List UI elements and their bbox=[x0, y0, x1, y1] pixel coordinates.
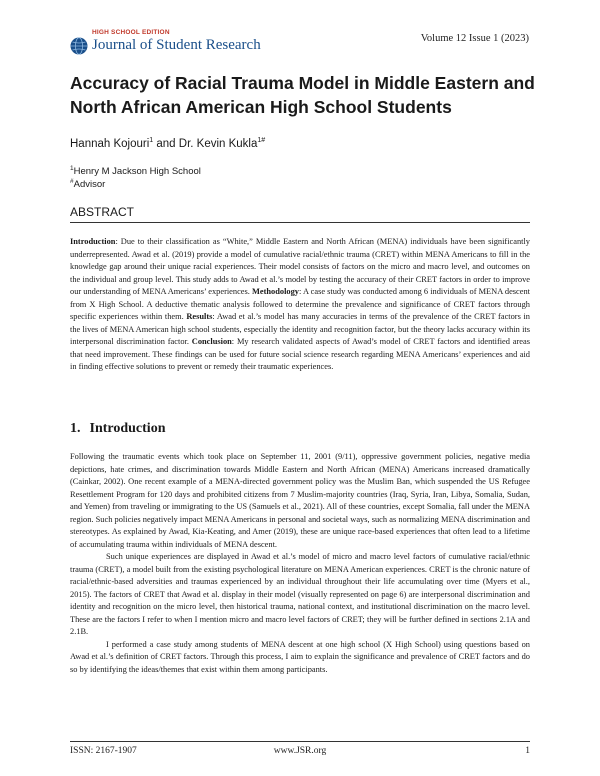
author-affiliation-mark: 1# bbox=[257, 137, 266, 144]
section-number: 1. bbox=[70, 421, 81, 436]
journal-logo[interactable] bbox=[70, 28, 270, 58]
page-number: 1 bbox=[525, 746, 530, 756]
abstract-label: Results bbox=[186, 312, 213, 321]
author-name: Dr. Kevin Kukla bbox=[178, 137, 258, 150]
section-body bbox=[70, 451, 530, 676]
author-name: Hannah Kojouri bbox=[70, 137, 150, 150]
author-separator: and bbox=[153, 137, 179, 150]
issn-label: ISSN: 2167-1907 bbox=[70, 746, 137, 756]
affiliation-mark: 1 bbox=[70, 165, 74, 172]
author-affiliation-mark: 1 bbox=[149, 137, 154, 144]
affiliation bbox=[70, 178, 105, 190]
journal-name: Journal of Student Research bbox=[92, 37, 261, 53]
abstract-text: : A case study was conducted among 6 individuals of MENA descent from X High School. A deductive thematic analysis followed to determine the prevalence and significance of CRET factors through specific experiences within them. bbox=[70, 287, 531, 321]
author-line bbox=[70, 137, 265, 150]
abstract-label: Conclusion bbox=[191, 337, 232, 346]
section-heading bbox=[70, 421, 165, 437]
globe-icon bbox=[70, 37, 88, 55]
paper-title: Accuracy of Racial Trauma Model in Middle Eastern and North African American High School Students bbox=[70, 73, 535, 117]
abstract-divider bbox=[70, 222, 530, 223]
affiliation-mark: # bbox=[70, 178, 74, 185]
abstract-heading: ABSTRACT bbox=[70, 205, 135, 219]
abstract-label: Introduction bbox=[70, 237, 116, 246]
logo-edition-label: HIGH SCHOOL EDITION bbox=[92, 29, 170, 36]
section-title: Introduction bbox=[89, 421, 166, 436]
paragraph: Following the traumatic events which took place on September 11, 2001 (9/11), oppressive government policies, negative media depictions, hate crimes, and discrimination towards Middle Eastern and North African (MENA) Americans increased dramatically (Cainkar, 2002). One recent example of a MENA-directed government policy was the Muslim Ban, which suspended the US Refugee Resettlement Program for 120 days and prohibited citizens from 7 Muslim-majority countries (Iraq, Syria, Iran, Libya, Somalia, Sudan, and Yemen) from traveling or immigrating to the US (Samuels et al., 2021). All of these countries, except Somalia, fall under the MENA region. Such policies negatively impact MENA Americans in personal and societal ways, such as normalizing MENA discrimination and stereotypes. As explained by Awad, Kia-Keating, and Amer (2019), these are unique race-based experiences that often lead to a lifetime of accumulating trauma within individuals of MENA descent. bbox=[70, 452, 530, 549]
abstract-text: : My research validated aspects of Awad’s model of CRET factors and identified areas that need improvement. These findings can be used for future social science research regarding MENA Americans’ experiences and aid in finding effective solutions to prevent or remedy their traumatic experiences. bbox=[70, 337, 530, 371]
affiliation bbox=[70, 165, 201, 177]
footer-divider bbox=[70, 741, 530, 742]
website-link[interactable]: www.JSR.org bbox=[273, 746, 327, 756]
abstract-body bbox=[70, 236, 530, 374]
abstract-label: Methodology bbox=[251, 287, 299, 296]
paragraph: Such unique experiences are displayed in Awad et al.’s model of micro and macro level factors of cumulative racial/ethnic trauma (CRET), a model built from the existing psychological literature on MENA American experiences. CRET is the chronic nature of racial/ethnic-based adversities and traumas experienced by an individual throughout their life accumulating over time (Myers et al., 2015). The factors of CRET that Awad et al. display in their model (visually represented on page 6) are interpersonal discrimination and identity and recognition on the micro level, then historical trauma, national context, and institutional discrimination on the macro level. These are the factors I refer to when I mention micro and macro level factors of CRET; they will be further defined in sections 2.1A and 2.1B. bbox=[70, 552, 530, 636]
affiliation-text: Advisor bbox=[73, 179, 106, 191]
abstract-text: : Due to their classification as “White,” Middle Eastern and North African (MENA) individuals have been significantly underrepresented. Awad et al. (2019) provide a model of cumulative racial/ethnic trauma (CRET) within MENA Americans to fill in the knowledge gap around their unique racial experiences. Their model consists of factors on the micro and macro level, and outcomes on the individual and group level. This study adds to Awad et al.’s model by testing the accuracy of their CRET factors in order to improve our understanding of MENA Americans’ experiences. bbox=[70, 237, 530, 296]
abstract-text: : Awad et al.’s model has many accuracies in terms of the prevalence of the CRET factors in the lives of MENA American high school students, especially the identity and recognition factor, but the theory lacks accuracy within its interpersonal discrimination factor. bbox=[70, 312, 530, 346]
issue-label: Volume 12 Issue 1 (2023) bbox=[420, 33, 529, 44]
affiliation-text: Henry M Jackson High School bbox=[73, 166, 201, 178]
paragraph: I performed a case study among students of MENA descent at one high school (X High School) using questions based on Awad et al.’s definition of CRET factors. Through this process, I aim to explain the significance and prevalence of CRET factors and do so by identifying the ideas/themes that exist within them among participants. bbox=[70, 639, 530, 674]
